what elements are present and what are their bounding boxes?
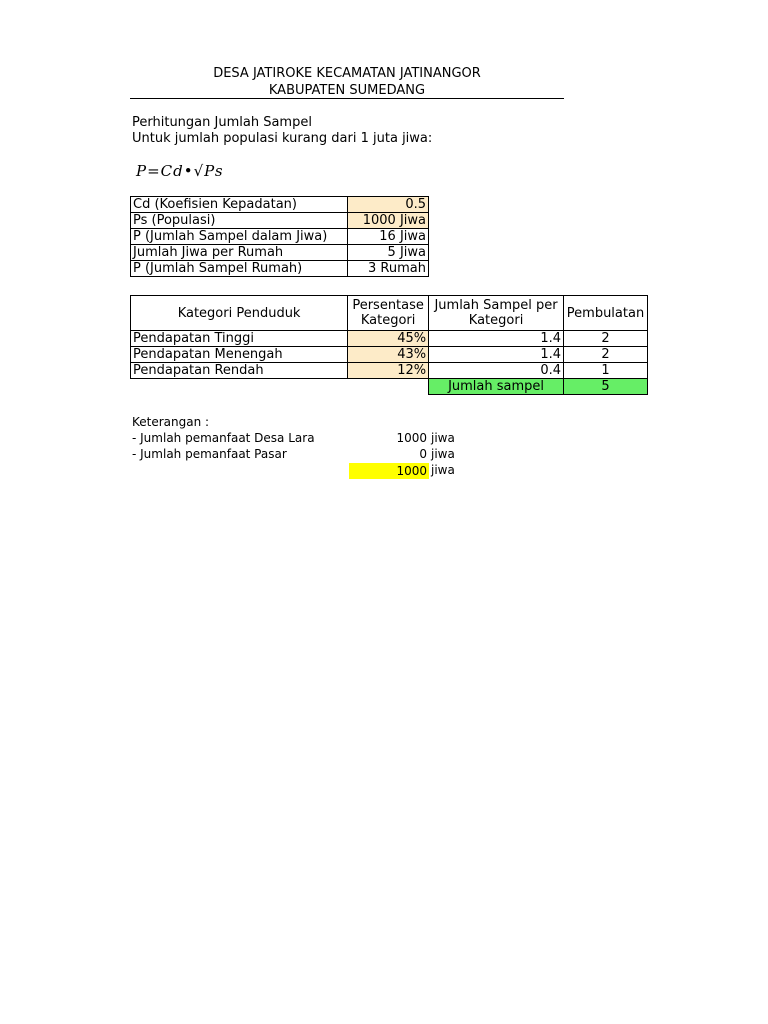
- table-header-row: [131, 296, 648, 331]
- header-pembulatan: Pembulatan: [564, 296, 648, 331]
- table-row: [131, 245, 429, 261]
- table-row: [131, 347, 648, 363]
- note-label: - Jumlah pemanfaat Desa Lara: [132, 431, 315, 445]
- param-label: P (Jumlah Sampel Rumah): [131, 261, 348, 277]
- param-value: 5 Jiwa: [348, 245, 429, 261]
- document-subtitle: KABUPATEN SUMEDANG: [268, 83, 426, 98]
- section-subtitle: Untuk jumlah populasi kurang dari 1 juta jiwa:: [132, 131, 433, 146]
- table-row: [131, 331, 648, 347]
- empty-cell: [348, 379, 429, 395]
- category-rounding: 1: [564, 363, 648, 379]
- param-value-cd[interactable]: 0.5: [348, 197, 429, 213]
- table-row: [131, 261, 429, 277]
- header-kategori: Kategori Penduduk: [131, 296, 348, 331]
- notes-title: Keterangan :: [132, 415, 210, 429]
- param-value: 16 Jiwa: [348, 229, 429, 245]
- param-value: 3 Rumah: [348, 261, 429, 277]
- param-label: Cd (Koefisien Kepadatan): [131, 197, 348, 213]
- header-divider: [130, 98, 564, 99]
- total-value: 5: [564, 379, 648, 395]
- category-sample: 1.4: [429, 331, 564, 347]
- param-value-ps[interactable]: 1000 Jiwa: [348, 213, 429, 229]
- table-row: [131, 213, 429, 229]
- empty-cell: [131, 379, 348, 395]
- header-persentase-line2: Kategori: [360, 313, 416, 328]
- section-title: Perhitungan Jumlah Sampel: [132, 115, 312, 130]
- sample-formula: P=Cd•√Ps: [136, 162, 224, 180]
- header-persentase-line1: Persentase: [352, 298, 424, 313]
- param-label: Jumlah Jiwa per Rumah: [131, 245, 348, 261]
- category-label: Pendapatan Rendah: [131, 363, 348, 379]
- category-percent[interactable]: 12%: [348, 363, 429, 379]
- header-jumlah: [429, 296, 564, 331]
- category-rounding: 2: [564, 331, 648, 347]
- table-row: [131, 229, 429, 245]
- category-label: Pendapatan Tinggi: [131, 331, 348, 347]
- note-value: 0: [419, 447, 427, 461]
- note-unit: jiwa: [431, 431, 455, 445]
- category-label: Pendapatan Menengah: [131, 347, 348, 363]
- total-row: [131, 379, 648, 395]
- note-unit: jiwa: [431, 447, 455, 461]
- total-label: Jumlah sampel: [429, 379, 564, 395]
- category-rounding: 2: [564, 347, 648, 363]
- header-jumlah-line2: Kategori: [468, 313, 524, 328]
- document-title: DESA JATIROKE KECAMATAN JATINANGOR: [213, 66, 481, 81]
- note-total-value[interactable]: 1000: [349, 463, 429, 479]
- note-unit: jiwa: [431, 463, 455, 477]
- param-label: Ps (Populasi): [131, 213, 348, 229]
- category-table: [130, 295, 648, 395]
- category-sample: 1.4: [429, 347, 564, 363]
- header-persentase: [348, 296, 429, 331]
- note-label: - Jumlah pemanfaat Pasar: [132, 447, 287, 461]
- parameter-table: [130, 196, 429, 277]
- category-sample: 0.4: [429, 363, 564, 379]
- note-value: 1000: [396, 431, 427, 445]
- category-percent[interactable]: 43%: [348, 347, 429, 363]
- table-row: [131, 363, 648, 379]
- param-label: P (Jumlah Sampel dalam Jiwa): [131, 229, 348, 245]
- header-jumlah-line1: Jumlah Sampel per: [434, 298, 558, 313]
- category-percent[interactable]: 45%: [348, 331, 429, 347]
- table-row: [131, 197, 429, 213]
